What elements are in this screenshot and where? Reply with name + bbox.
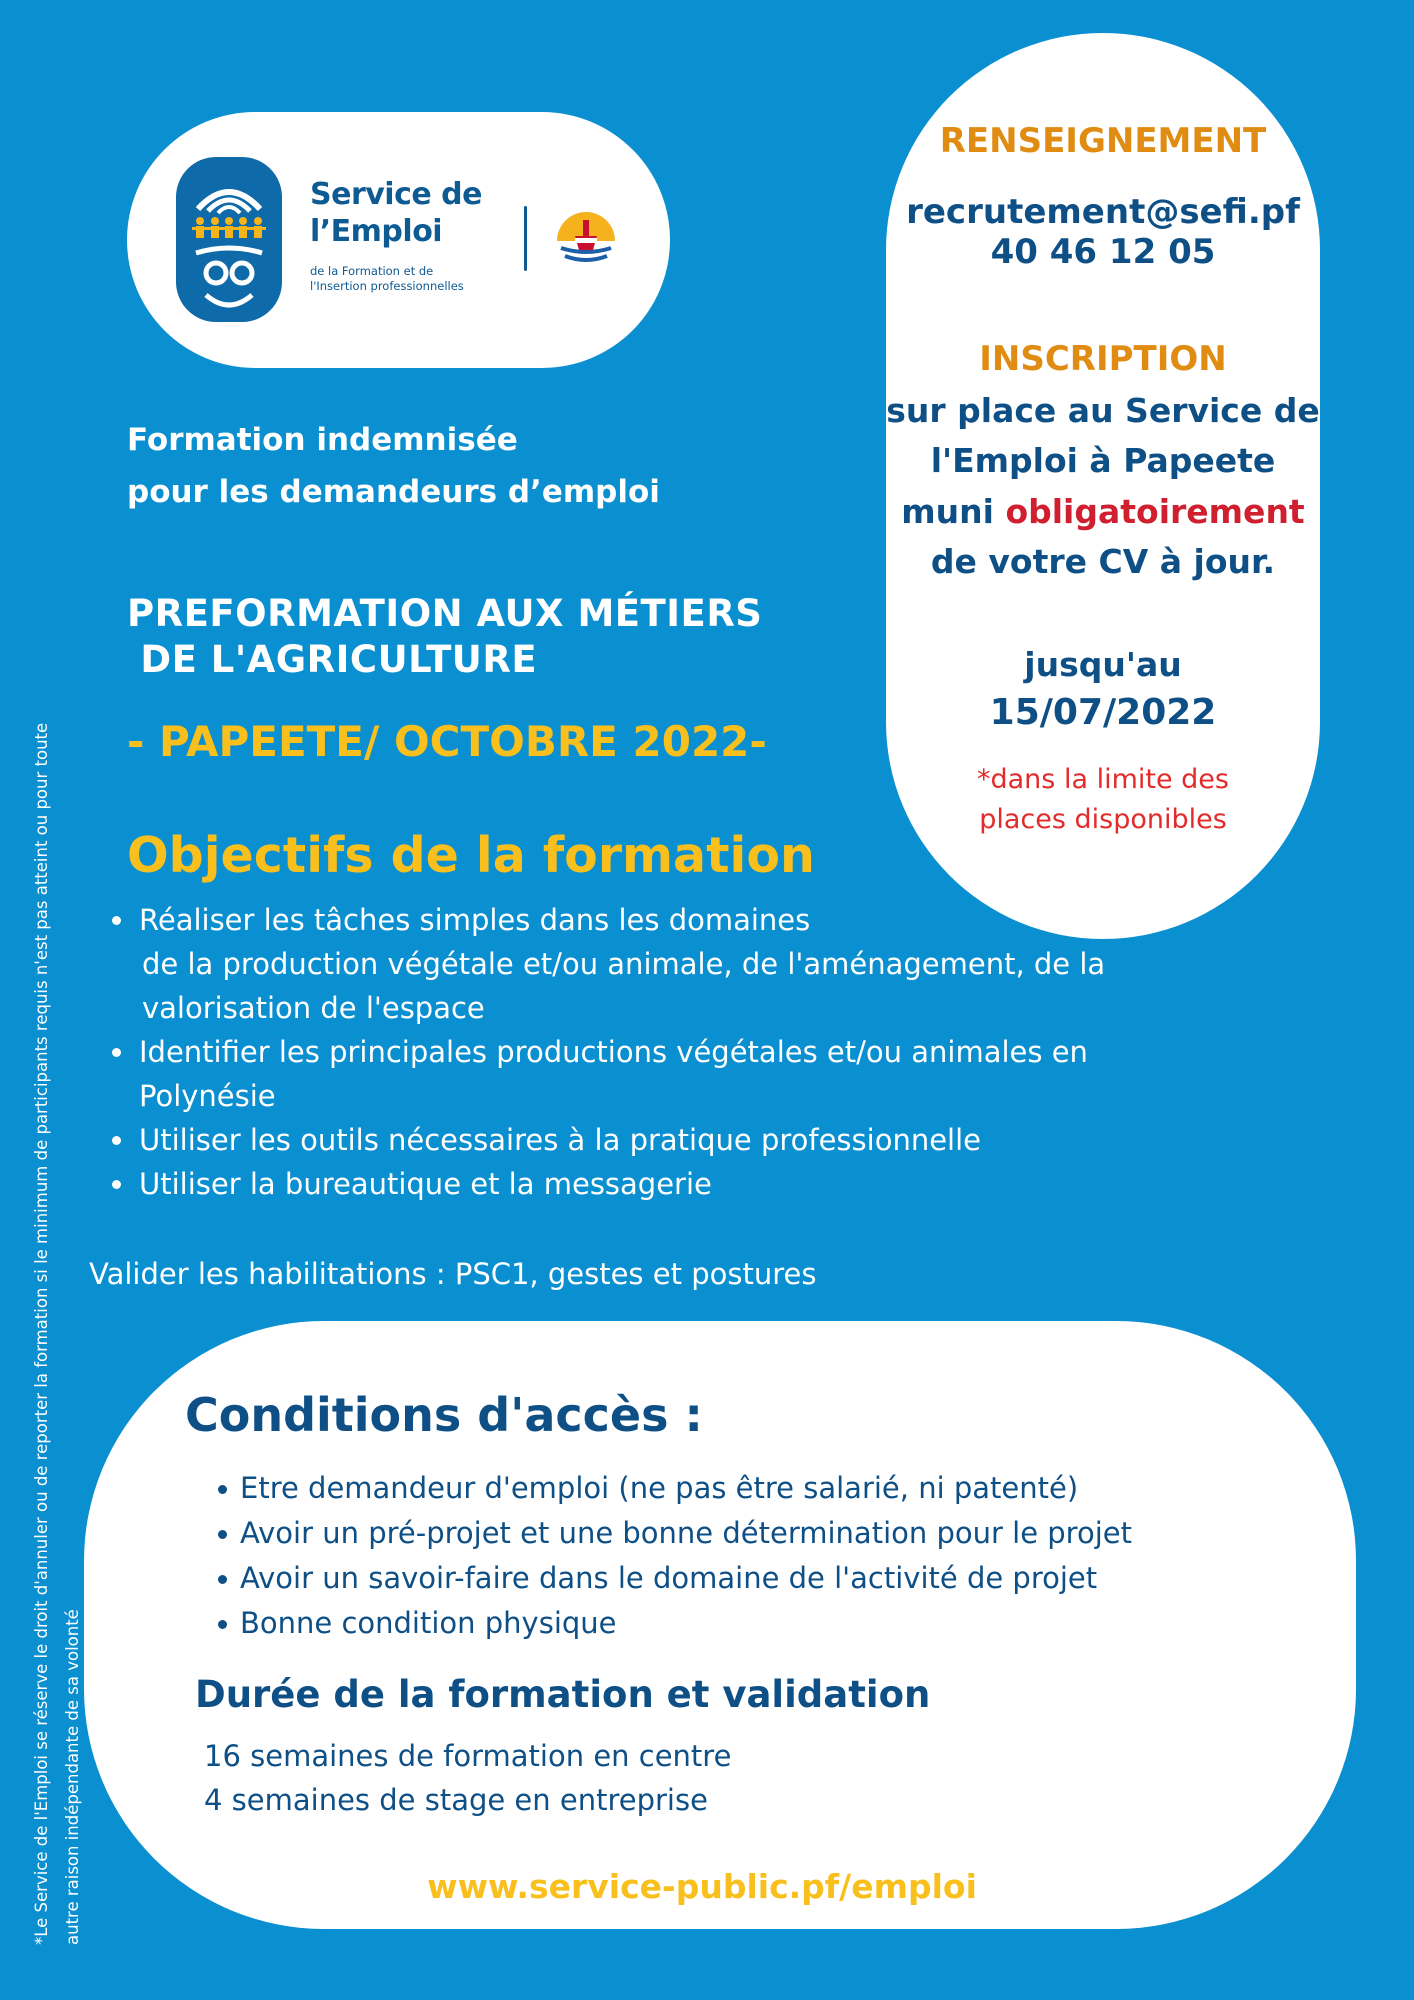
inscription-line4: de votre CV à jour. bbox=[930, 542, 1276, 581]
conditions-heading: Conditions d'accès : bbox=[185, 1388, 703, 1442]
objectif-item-1: Réaliser les tâches simples dans les domaines bbox=[139, 903, 811, 937]
formation-title-line1: PREFORMATION AUX MÉTIERS bbox=[127, 592, 763, 635]
objectifs-list bbox=[106, 898, 1316, 1206]
list-item: Avoir un pré-projet et une bonne détermination pour le projet bbox=[216, 1511, 1336, 1556]
duree-line2: 4 semaines de stage en entreprise bbox=[204, 1783, 708, 1817]
objectif-item-2: Identifier les principales productions végétales et/ou animales en bbox=[139, 1035, 1088, 1069]
logo-divider bbox=[524, 206, 527, 271]
formation-title-line2: DE L'AGRICULTURE bbox=[127, 638, 538, 681]
website-link[interactable]: www.service-public.pf/emploi bbox=[427, 1867, 977, 1906]
list-item: Avoir un savoir-faire dans le domaine de l'activité de projet bbox=[216, 1556, 1336, 1601]
duree-heading: Durée de la formation et validation bbox=[195, 1673, 931, 1716]
location-date: - PAPEETE/ OCTOBRE 2022- bbox=[127, 717, 767, 766]
brand-subtitle-line2: l'Insertion professionnelles bbox=[310, 279, 464, 293]
objectif-item-1-cont2: valorisation de l'espace bbox=[142, 991, 485, 1025]
inscription-heading: INSCRIPTION bbox=[979, 339, 1227, 379]
side-disclaimer-line1: *Le Service de l'Emploi se réserve le droit d'annuler ou de reporter la formation si le minimum de participants requis n'est pas atteint ou pour toute bbox=[32, 722, 51, 1945]
list-item bbox=[106, 1030, 1316, 1118]
brand-subtitle-line1: de la Formation et de bbox=[310, 264, 434, 278]
list-item bbox=[106, 1162, 1316, 1206]
inscription-line2: l'Emploi à Papeete bbox=[930, 441, 1276, 480]
deadline-date: 15/07/2022 bbox=[989, 692, 1217, 733]
renseignement-heading: RENSEIGNEMENT bbox=[939, 121, 1267, 161]
conditions-list bbox=[216, 1466, 1336, 1646]
inscription-line3 bbox=[886, 487, 1320, 537]
sefi-emblem-icon bbox=[176, 157, 282, 322]
list-item bbox=[106, 1118, 1316, 1162]
list-item bbox=[106, 898, 1316, 1030]
brand-title-line2: l’Emploi bbox=[310, 214, 443, 249]
objectif-item-4: Utiliser la bureautique et la messagerie bbox=[139, 1167, 712, 1201]
duree-line1: 16 semaines de formation en centre bbox=[204, 1739, 732, 1773]
list-item: Bonne condition physique bbox=[216, 1601, 1336, 1646]
intro-line2: pour les demandeurs d’emploi bbox=[127, 474, 660, 510]
side-disclaimer-line2: autre raison indépendante de sa volonté bbox=[63, 1609, 82, 1945]
side-disclaimer bbox=[26, 485, 88, 1945]
objectifs-heading: Objectifs de la formation bbox=[127, 827, 815, 884]
contact-email[interactable]: recrutement@sefi.pf bbox=[906, 192, 1300, 232]
list-item: Etre demandeur d'emploi (ne pas être salarié, ni patenté) bbox=[216, 1466, 1336, 1511]
inscription-line3-prefix: muni bbox=[901, 492, 1006, 531]
limit-note-line2: places disponibles bbox=[979, 804, 1227, 835]
limit-note-line1: *dans la limite des bbox=[977, 764, 1229, 795]
habilitations-text: Valider les habilitations : PSC1, gestes et postures bbox=[89, 1257, 817, 1291]
contact-phone[interactable]: 40 46 12 05 bbox=[990, 232, 1216, 272]
inscription-emphasis: obligatoirement bbox=[1005, 492, 1305, 531]
french-polynesia-seal-icon bbox=[553, 208, 619, 274]
intro-line1: Formation indemnisée bbox=[127, 422, 518, 458]
brand-title-line1: Service de bbox=[310, 177, 482, 212]
objectif-item-3: Utiliser les outils nécessaires à la pratique professionnelle bbox=[139, 1123, 982, 1157]
inscription-line1: sur place au Service de bbox=[886, 391, 1320, 430]
objectif-item-2-cont1: Polynésie bbox=[139, 1079, 276, 1113]
objectif-item-1-cont1: de la production végétale et/ou animale, de l'aménagement, de la bbox=[142, 947, 1106, 981]
deadline-label: jusqu'au bbox=[1024, 645, 1182, 684]
